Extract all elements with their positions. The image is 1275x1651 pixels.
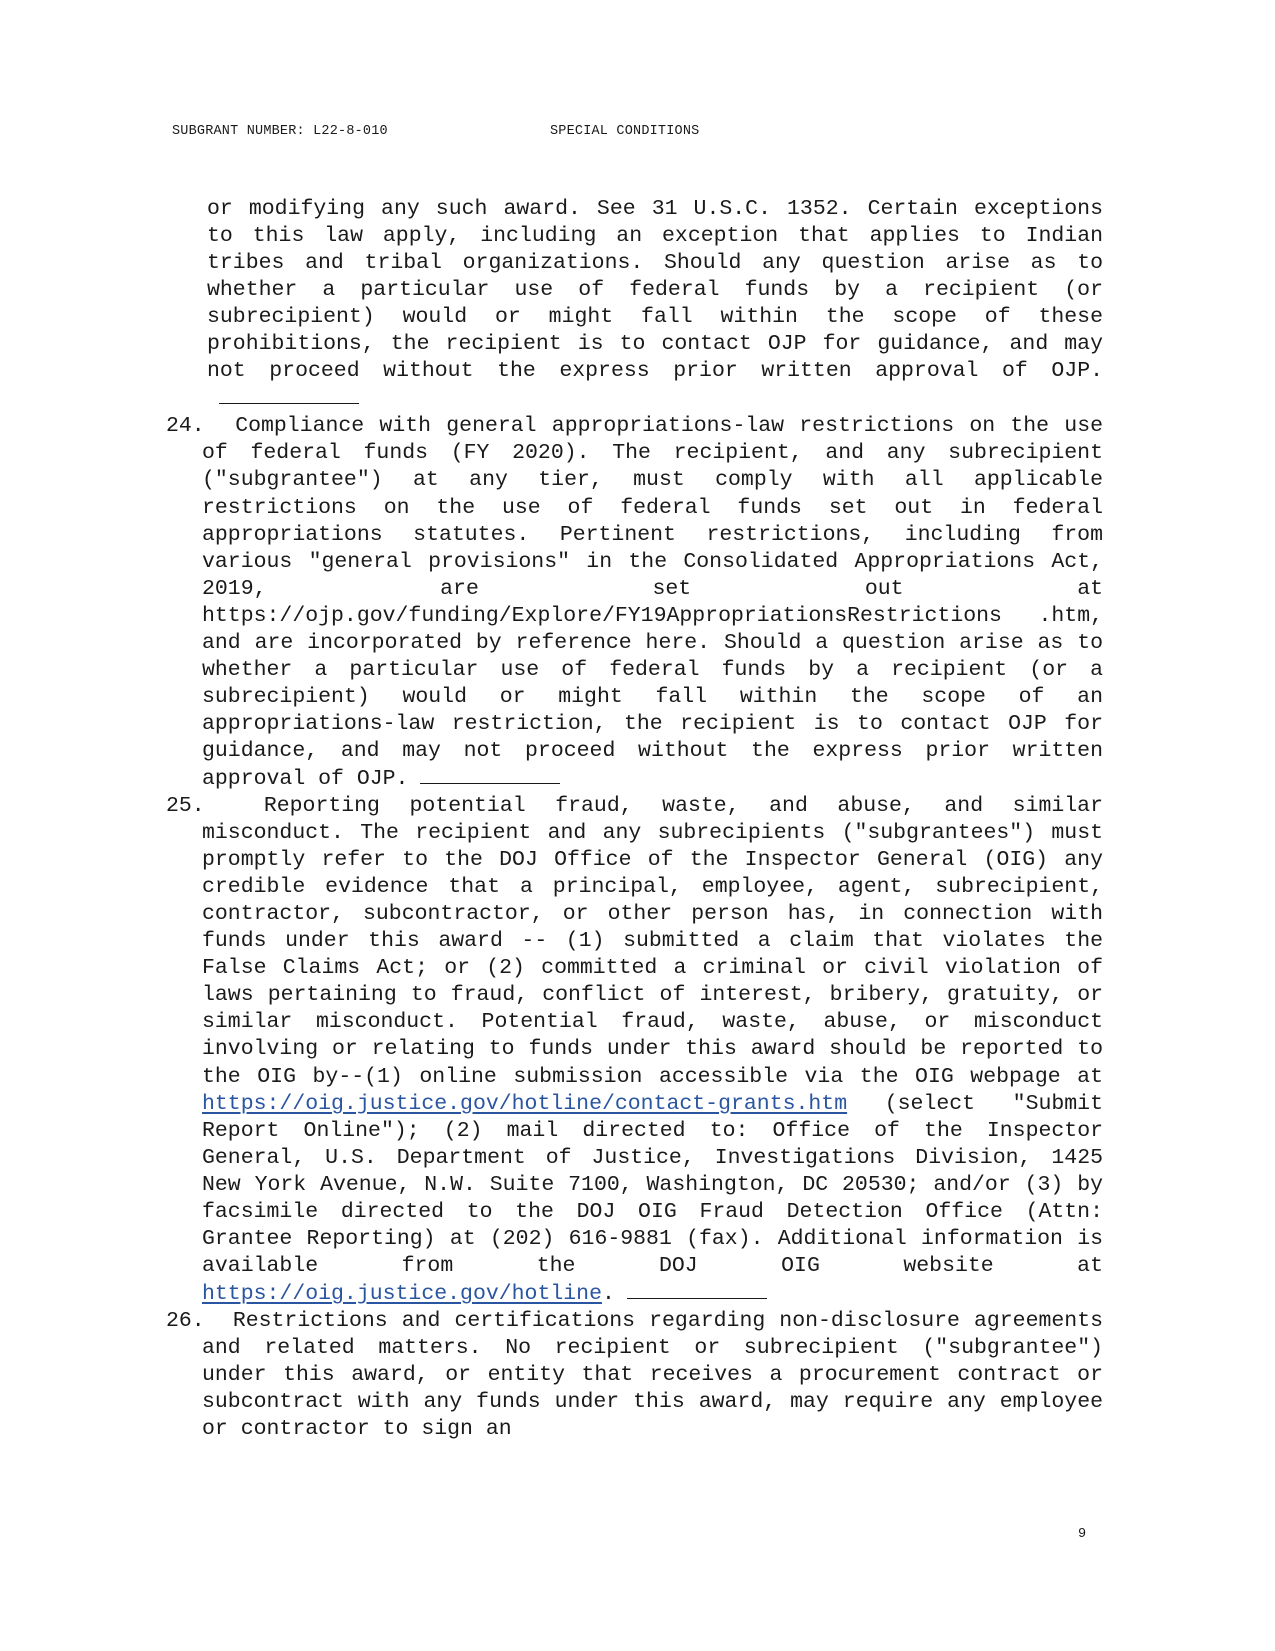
condition-text: (select "Submit Report Online"); (2) mail directed to: Office of the Inspector General, U.S. Department of Justice, Investigations Division, 1425 New York Avenue, N.W. Suite 7100, Washington, DC 20530; and/or (3) by facsimile directed to the DOJ OIG Fraud Detection Office (Attn: Grantee Reporting) at (202) 616-9881 (fax). Additional information is available from the DOJ OIG website at: [202, 1091, 1103, 1278]
condition-number: 24.: [166, 414, 205, 439]
header-title: SPECIAL CONDITIONS: [550, 124, 700, 139]
condition-24: [166, 413, 1103, 793]
subgrant-number: SUBGRANT NUMBER: L22-8-010: [172, 124, 388, 139]
initials-blank: [420, 765, 560, 784]
condition-text: .: [601, 1281, 615, 1306]
condition-25: [166, 793, 1103, 1308]
oig-hotline-link[interactable]: https://oig.justice.gov/hotline: [202, 1281, 602, 1306]
page-header: [172, 124, 700, 139]
condition-text: Compliance with general appropriations-law restrictions on the use of federal funds (FY 2020). The recipient, and any subrecipient ("subgrantee") at any tier, must comply with all applicable restrictions on the use of federal funds set out in federal appropriations statutes. Pertinent restrictions, including from various "general provisions" in the Consolidated Appropriations Act, 2019, are set out at https://ojp.gov/funding/Explore/FY19AppropriationsRestrictions .htm, and are incorporated by reference here. Should a question arise as to whether a particular use of federal funds by a recipient (or a subrecipient) would or might fall within the scope of an appropriations-law restriction, the recipient is to contact OJP for guidance, and may not proceed without the express prior written approval of OJP.: [202, 414, 1103, 791]
condition-text: Reporting potential fraud, waste, and abuse, and similar misconduct. The recipient and any subrecipients ("subgrantees") must promptly refer to the DOJ Office of the Inspector General (OIG) any credible evidence that a principal, employee, agent, subrecipient, contractor, subcontractor, or other person has, in connection with funds under this award -- (1) submitted a claim that violates the False Claims Act; or (2) committed a criminal or civil violation of laws pertaining to fraud, conflict of interest, bribery, gratuity, or similar misconduct. Potential fraud, waste, abuse, or misconduct involving or relating to funds under this award should be reported to the OIG by--(1) online submission accessible via the OIG webpage at: [202, 794, 1103, 1089]
initials-blank: [219, 385, 359, 404]
condition-26: [166, 1308, 1103, 1443]
document-body: [166, 196, 1103, 1443]
continuation-paragraph: [166, 196, 1103, 413]
condition-number: 25.: [166, 794, 205, 819]
page-number: 9: [1078, 1527, 1087, 1542]
oig-contact-grants-link[interactable]: https://oig.justice.gov/hotline/contact-grants.htm: [202, 1091, 848, 1116]
condition-text: Restrictions and certifications regarding non-disclosure agreements and related matters. No recipient or subrecipient ("subgrantee") under this award, or entity that receives a procurement contract or subcontract with any funds under this award, may require any employee or contractor to sign an: [202, 1308, 1103, 1442]
initials-blank: [627, 1280, 767, 1299]
condition-number: 26.: [166, 1308, 205, 1333]
continuation-text: or modifying any such award. See 31 U.S.C. 1352. Certain exceptions to this law apply, including an exception that applies to Indian tribes and tribal organizations. Should any question arise as to whether a particular use of federal funds by a recipient (or subrecipient) would or might fall within the scope of these prohibitions, the recipient is to contact OJP for guidance, and may not proceed without the express prior written approval of OJP.: [207, 197, 1103, 384]
